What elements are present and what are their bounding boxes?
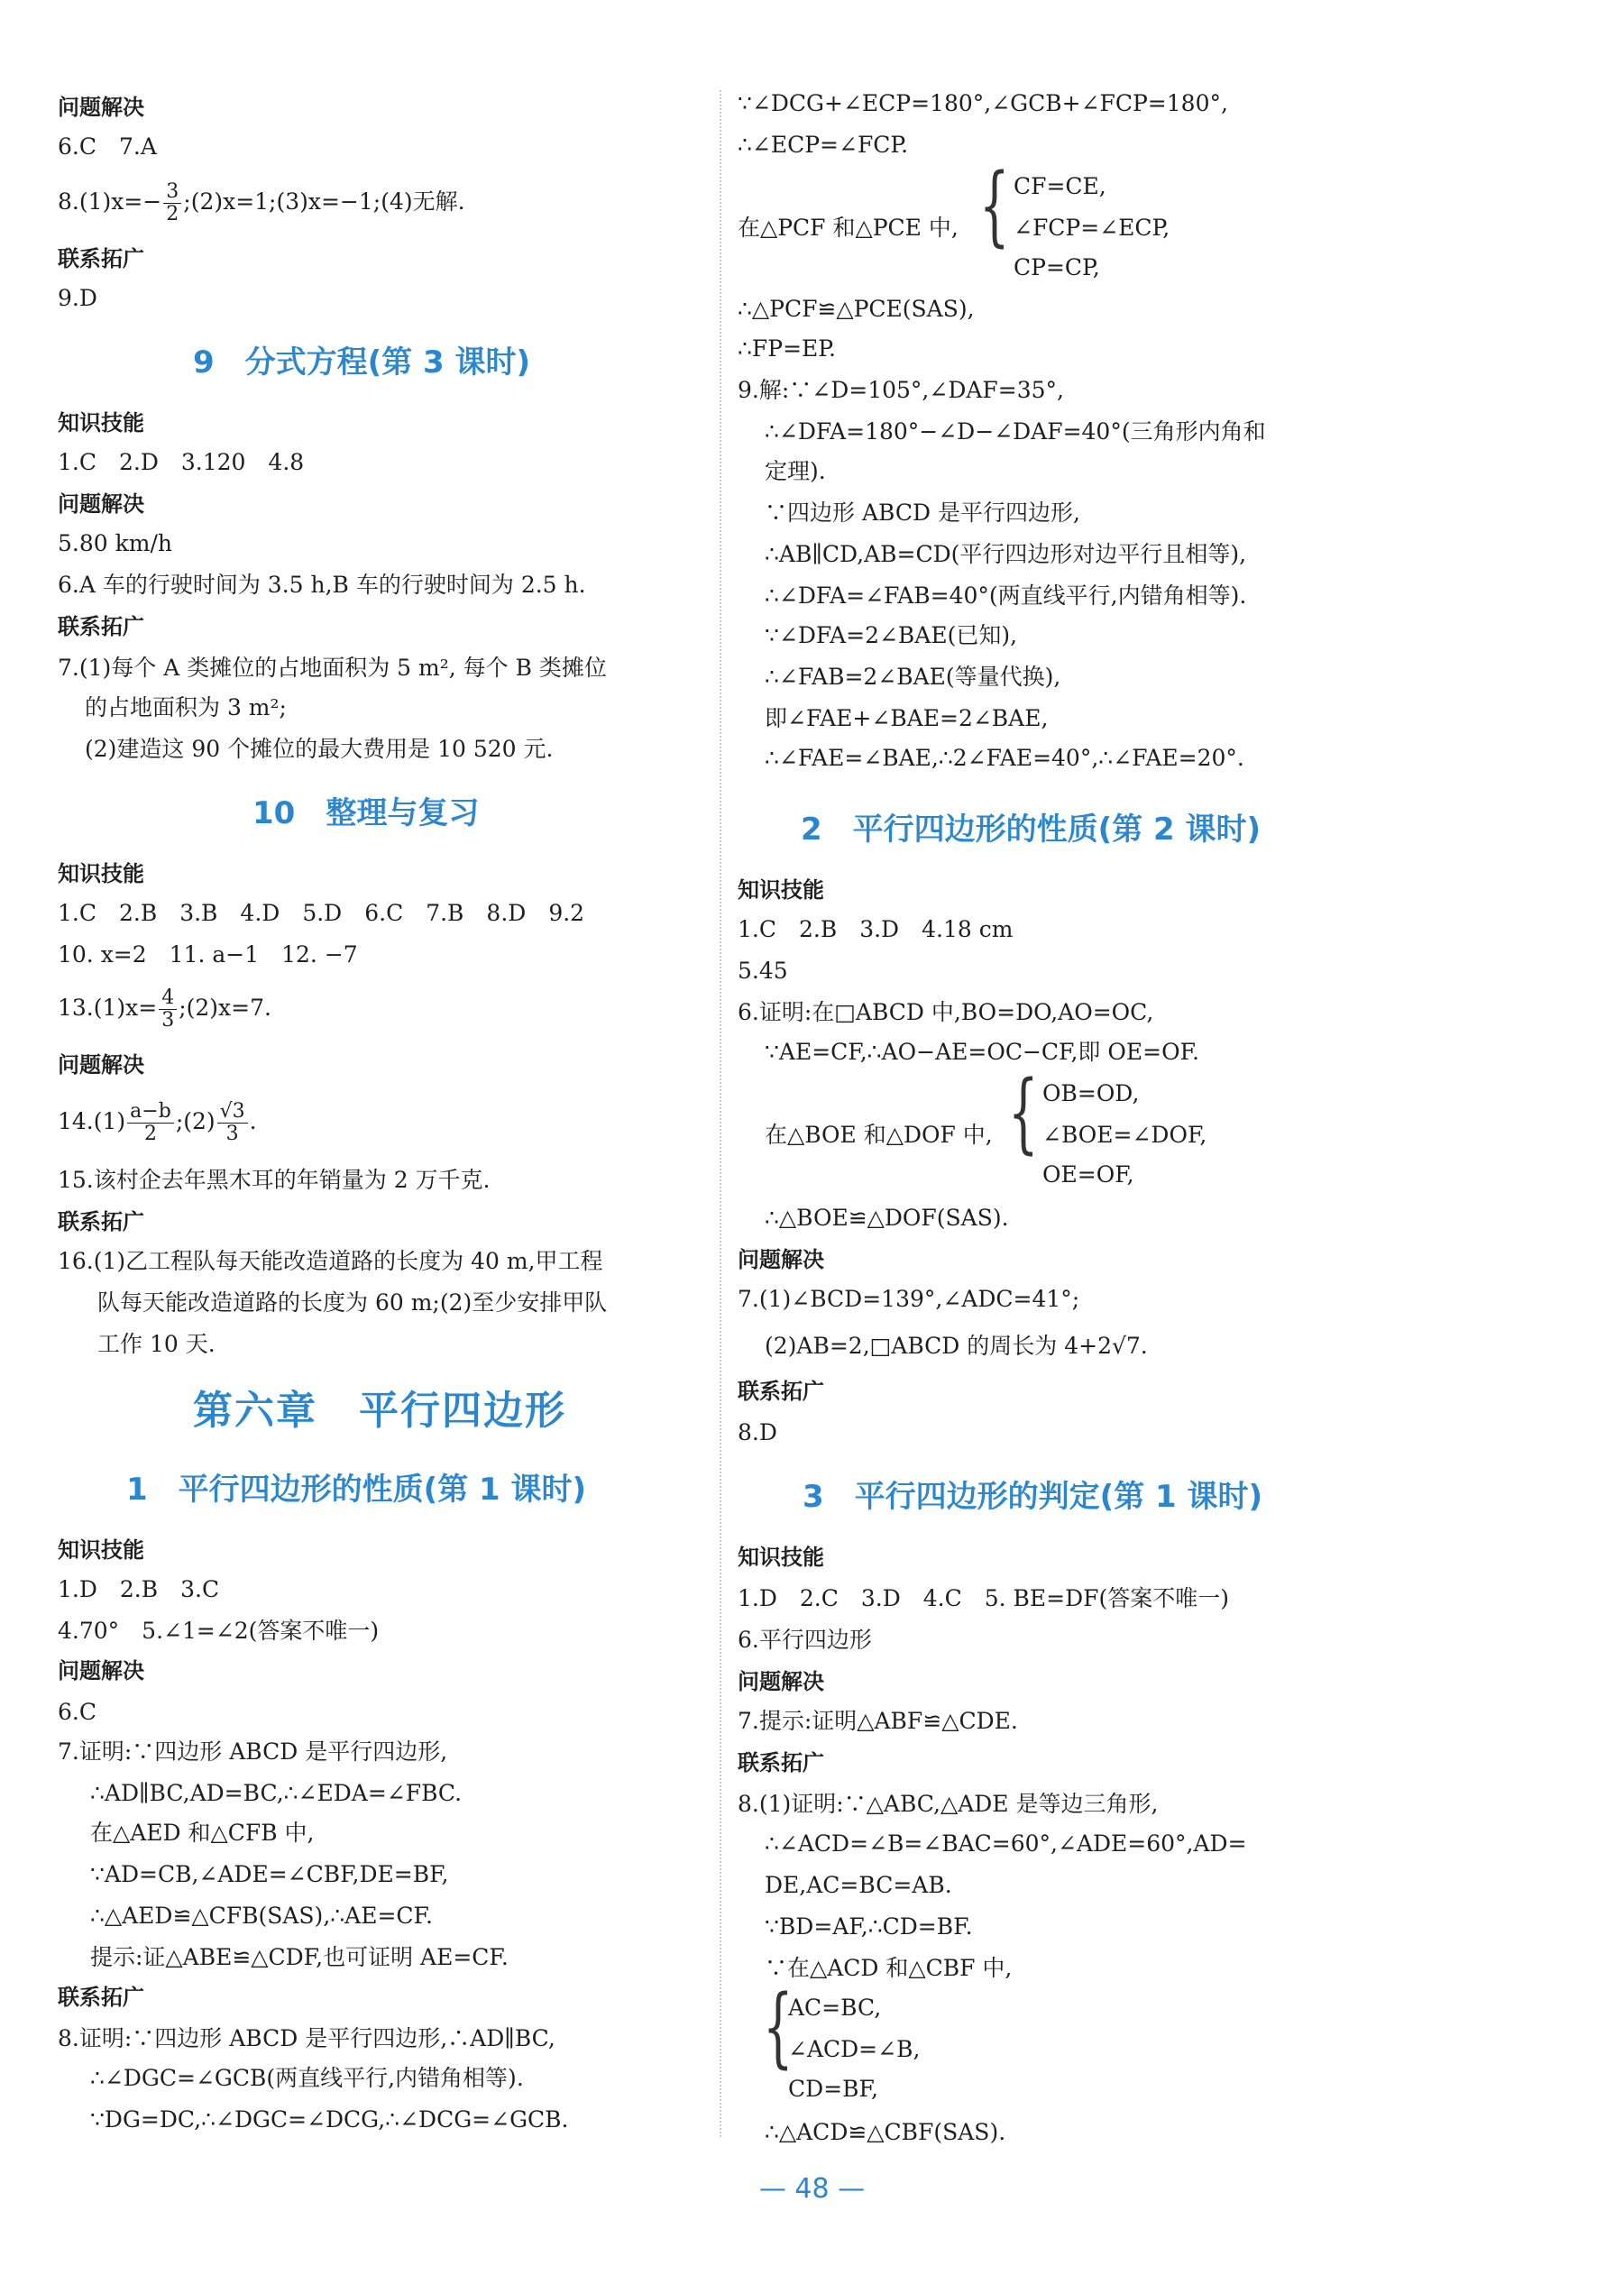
answer-line: ∴△ACD≌△CBF(SAS). — [765, 2119, 1006, 2145]
answer-line: 即∠FAE+∠BAE=2∠BAE, — [765, 705, 1049, 731]
case-condition: CP=CP, — [1014, 254, 1100, 280]
answer-line: 9.解:∵∠D=105°,∠DAF=35°, — [738, 377, 1064, 403]
answer-line: ∵∠DCG+∠ECP=180°,∠GCB+∠FCP=180°, — [738, 90, 1228, 116]
answer-line: ∴AD∥BC,AD=BC,∴∠EDA=∠FBC. — [90, 1780, 463, 1806]
answer-line: 1.D 2.B 3.C — [58, 1576, 220, 1602]
answer-line: 在△AED 和△CFB 中, — [90, 1820, 315, 1846]
answer-line-fraction — [58, 179, 465, 225]
text-part: 13.(1)x= — [58, 995, 158, 1021]
answer-line: ∴∠ECP=∠FCP. — [738, 132, 909, 158]
text-part: ;(2)x=1;(3)x=−1;(4)无解. — [183, 188, 465, 215]
answer-line-fraction — [58, 1098, 257, 1145]
answer-line: (2)AB=2,□ABCD 的周长为 4+2√7. — [765, 1333, 1148, 1359]
denominator: 2 — [143, 1123, 157, 1145]
section-heading: 知识技能 — [58, 861, 144, 886]
section-heading: 问题解决 — [58, 1658, 144, 1683]
answer-line: 15.该村企去年黑木耳的年销量为 2 万千克. — [58, 1167, 491, 1193]
page-number: — 48 — — [758, 2173, 866, 2205]
section-heading: 联系拓广 — [738, 1379, 824, 1404]
answer-line: 的占地面积为 3 m²; — [85, 694, 287, 720]
left-brace: { — [979, 155, 1010, 256]
answer-line: ∴△BOE≌△DOF(SAS). — [765, 1205, 1009, 1231]
answer-line: 工作 10 天. — [97, 1331, 216, 1357]
answer-line: 1.C 2.D 3.120 4.8 — [58, 449, 305, 475]
section-heading: 知识技能 — [738, 1545, 824, 1570]
answer-line: ∵DG=DC,∴∠DGC=∠DCG,∴∠DCG=∠GCB. — [90, 2106, 569, 2133]
numerator: 3 — [163, 181, 181, 204]
text-part: ;(2) — [175, 1108, 216, 1134]
answer-line: 10. x=2 11. a−1 12. −7 — [58, 941, 358, 968]
answer-line: ∴∠DFA=180°−∠D−∠DAF=40°(三角形内角和 — [765, 418, 1266, 445]
numerator: a−b — [127, 1101, 174, 1124]
answer-line: 提示:证△ABE≌△CDF,也可证明 AE=CF. — [90, 1944, 509, 1970]
case-condition: CD=BF, — [788, 2076, 878, 2102]
answer-line: 1.C 2.B 3.D 4.18 cm — [738, 916, 1014, 942]
answer-line: DE,AC=BC=AB. — [765, 1872, 952, 1898]
section-heading: 联系拓广 — [58, 246, 144, 271]
section-heading: 联系拓广 — [58, 614, 144, 639]
answer-line: 7.证明:∵四边形 ABCD 是平行四边形, — [58, 1738, 448, 1765]
text-part: 14.(1) — [58, 1108, 126, 1134]
section-heading: 问题解决 — [58, 491, 144, 517]
answer-line: ∵∠DFA=2∠BAE(已知), — [765, 622, 1018, 648]
section-heading: 问题解决 — [58, 1052, 144, 1078]
answer-line: ∵AE=CF,∴AO−AE=OC−CF,即 OE=OF. — [765, 1039, 1199, 1065]
answer-line: ∴∠ACD=∠B=∠BAC=60°,∠ADE=60°,AD= — [765, 1830, 1247, 1857]
text-part: . — [249, 1108, 257, 1134]
answer-line: ∴△AED≌△CFB(SAS),∴AE=CF. — [90, 1903, 433, 1929]
case-lead: 在△BOE 和△DOF 中, — [765, 1122, 993, 1148]
lesson-title: 9 分式方程(第 3 课时) — [193, 344, 531, 381]
lesson-title: 10 整理与复习 — [252, 795, 480, 831]
left-brace: { — [1008, 1062, 1039, 1163]
section-heading: 联系拓广 — [58, 1985, 144, 2010]
section-heading: 知识技能 — [738, 877, 824, 903]
section-heading: 联系拓广 — [738, 1750, 824, 1775]
answer-line: 6.C 7.A — [58, 133, 157, 160]
answer-line: ∴∠DGC=∠GCB(两直线平行,内错角相等). — [90, 2065, 524, 2091]
case-condition: ∠BOE=∠DOF, — [1042, 1122, 1207, 1148]
answer-line-fraction — [58, 985, 271, 1032]
answer-line: 8.(1)证明:∵△ABC,△ADE 是等边三角形, — [738, 1791, 1159, 1817]
numerator: 4 — [159, 987, 177, 1010]
case-condition: OE=OF, — [1042, 1161, 1134, 1188]
section-heading: 问题解决 — [58, 95, 144, 120]
case-condition: ∠FCP=∠ECP, — [1014, 215, 1170, 241]
answer-line: 6.平行四边形 — [738, 1627, 872, 1653]
fraction — [159, 987, 177, 1032]
fraction — [127, 1101, 174, 1145]
column-divider — [720, 90, 721, 2137]
answer-line: 6.C — [58, 1699, 96, 1725]
answer-line: (2)建造这 90 个摊位的最大费用是 10 520 元. — [85, 736, 554, 762]
answer-line: 队每天能改造道路的长度为 60 m;(2)至少安排甲队 — [97, 1289, 608, 1316]
case-lead: 在△PCF 和△PCE 中, — [738, 215, 959, 241]
fraction — [217, 1101, 248, 1145]
answer-line: 7.(1)∠BCD=139°,∠ADC=41°; — [738, 1286, 1080, 1312]
denominator: 2 — [166, 203, 179, 225]
answer-line: ∵AD=CB,∠ADE=∠CBF,DE=BF, — [90, 1861, 449, 1887]
section-heading: 问题解决 — [738, 1669, 824, 1694]
section-heading: 问题解决 — [738, 1247, 824, 1272]
section-heading: 知识技能 — [58, 1537, 144, 1563]
answer-line: 定理). — [765, 458, 826, 484]
lesson-title: 2 平行四边形的性质(第 2 课时) — [801, 812, 1262, 848]
left-brace: { — [763, 1977, 794, 2078]
answer-line: 6.A 车的行驶时间为 3.5 h,B 车的行驶时间为 2.5 h. — [58, 572, 586, 598]
case-condition: AC=BC, — [788, 1995, 882, 2021]
answer-line: 6.证明:在□ABCD 中,BO=DO,AO=OC, — [738, 999, 1154, 1025]
answer-line: 1.D 2.C 3.D 4.C 5. BE=DF(答案不唯一) — [738, 1585, 1230, 1611]
section-heading: 联系拓广 — [58, 1209, 144, 1234]
lesson-title: 3 平行四边形的判定(第 1 课时) — [803, 1479, 1263, 1515]
answer-line: ∵BD=AF,∴CD=BF. — [765, 1913, 973, 1940]
numerator: √3 — [217, 1101, 248, 1124]
lesson-title: 1 平行四边形的性质(第 1 课时) — [126, 1472, 587, 1508]
answer-line: 16.(1)乙工程队每天能改造道路的长度为 40 m,甲工程 — [58, 1248, 603, 1274]
answer-line: ∴∠DFA=∠FAB=40°(两直线平行,内错角相等). — [765, 583, 1247, 609]
text-part: 8.(1)x=− — [58, 188, 162, 215]
denominator: 3 — [225, 1123, 239, 1145]
answer-line: ∵四边形 ABCD 是平行四边形, — [765, 500, 1080, 526]
case-condition: OB=OD, — [1042, 1080, 1140, 1106]
answer-line: 8.证明:∵四边形 ABCD 是平行四边形,∴AD∥BC, — [58, 2025, 555, 2051]
case-condition: ∠ACD=∠B, — [788, 2036, 921, 2062]
answer-line: 5.80 km/h — [58, 530, 172, 556]
answer-line: 4.70° 5.∠1=∠2(答案不唯一) — [58, 1618, 380, 1644]
answer-line: ∴△PCF≌△PCE(SAS), — [738, 296, 975, 322]
fraction — [163, 181, 181, 225]
answer-line: ∴AB∥CD,AB=CD(平行四边形对边平行且相等), — [765, 541, 1247, 567]
answer-line: 7.提示:证明△ABF≌△CDE. — [738, 1708, 1018, 1734]
answer-line: 7.(1)每个 A 类摊位的占地面积为 5 m², 每个 B 类摊位 — [58, 655, 607, 681]
answer-line: 9.D — [58, 285, 97, 311]
answer-line: ∴∠FAE=∠BAE,∴2∠FAE=40°,∴∠FAE=20°. — [765, 745, 1244, 771]
text-part: ;(2)x=7. — [179, 995, 271, 1021]
chapter-title: 第六章 平行四边形 — [193, 1388, 566, 1434]
answer-line: 8.D — [738, 1419, 777, 1445]
answer-line: ∴∠FAB=2∠BAE(等量代换), — [765, 664, 1061, 690]
section-heading: 知识技能 — [58, 410, 144, 436]
case-condition: CF=CE, — [1014, 173, 1106, 199]
answer-line: 5.45 — [738, 958, 788, 984]
answer-line: ∵在△ACD 和△CBF 中, — [765, 1955, 1013, 1981]
denominator: 3 — [161, 1009, 175, 1032]
answer-line: 1.C 2.B 3.B 4.D 5.D 6.C 7.B 8.D 9.2 — [58, 900, 585, 926]
answer-line: ∴FP=EP. — [738, 335, 836, 362]
